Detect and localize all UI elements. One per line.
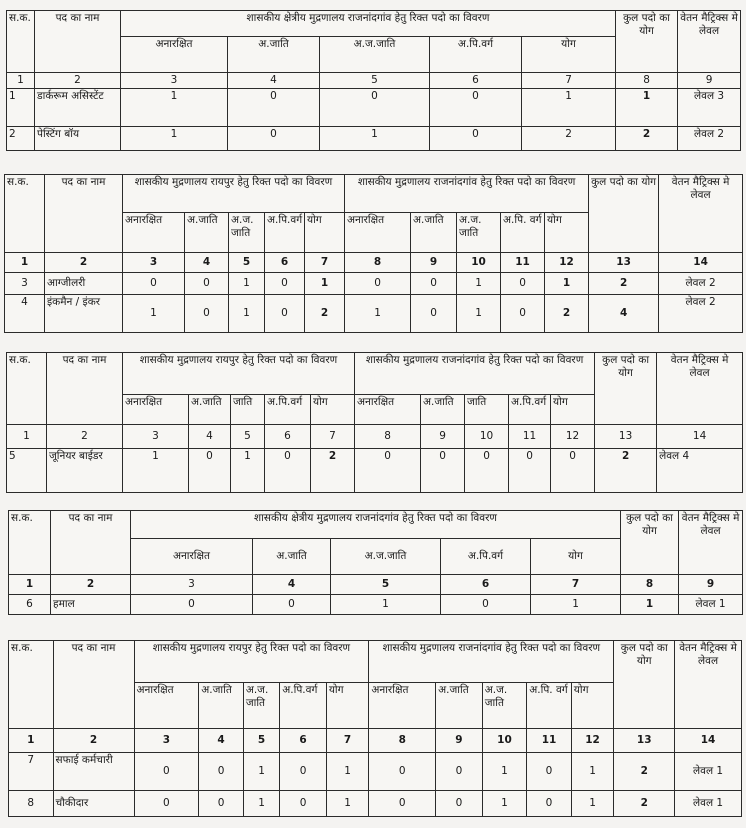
cell-total: 2 — [589, 273, 659, 295]
cell-raipur-st: 1 — [243, 791, 279, 817]
header-sum: योग — [571, 683, 614, 729]
header-pay-level: वेतन मैट्रिक्स मे लेवल — [678, 11, 741, 73]
row-sno: 1 — [7, 89, 35, 127]
col-num: 10 — [457, 253, 501, 273]
col-num: 10 — [482, 729, 527, 753]
table-row — [7, 449, 743, 493]
cell-total: 2 — [614, 753, 675, 791]
cell-rajnandgaon-unreserved: 0 — [369, 791, 436, 817]
col-num: 6 — [441, 575, 531, 595]
cell-sum: 2 — [522, 127, 616, 151]
cell-rajnandgaon-sc: 0 — [436, 791, 483, 817]
col-num: 13 — [595, 425, 657, 449]
header-unreserved: अनारक्षित — [121, 37, 228, 73]
header-raipur: शासकीय मुद्रणालय रायपुर हेतु रिक्त पदो का विवरण — [134, 641, 369, 683]
header-total: कुल पदो का योग — [595, 353, 657, 425]
header-rajnandgaon-regional: शासकीय क्षेत्रीय मुद्रणालय राजनांदगांव हेतु रिक्त पदो का विवरण — [131, 511, 621, 539]
header-total: कुल पदो का योग — [621, 511, 679, 575]
col-num: 7 — [311, 425, 355, 449]
cell-rajnandgaon-obc: 0 — [501, 295, 545, 333]
cell-obc: 0 — [430, 89, 522, 127]
cell-rajnandgaon-st: 0 — [465, 449, 509, 493]
col-num: 8 — [369, 729, 436, 753]
header-pay-level: वेतन मैट्रिक्स मे लेवल — [657, 353, 743, 425]
cell-rajnandgaon-sc: 0 — [436, 753, 483, 791]
col-num: 1 — [9, 729, 54, 753]
header-st: जाति — [465, 395, 509, 425]
cell-raipur-unreserved: 0 — [134, 753, 199, 791]
header-rajnandgaon: शासकीय मुद्रणालय राजनांदगांव हेतु रिक्त पदो का विवरण — [355, 353, 595, 395]
col-num: 8 — [616, 73, 678, 89]
cell-rajnandgaon-sum: 1 — [571, 753, 614, 791]
row-post-name: पेस्टिंग बॉय — [35, 127, 121, 151]
header-obc: अ.पि.वर्ग — [441, 539, 531, 575]
header-post-name: पद का नाम — [51, 511, 131, 575]
header-sum: योग — [551, 395, 595, 425]
col-num: 11 — [527, 729, 572, 753]
header-pay-level: वेतन मैट्रिक्स मे लेवल — [675, 641, 742, 729]
cell-pay-level: लेवल 2 — [678, 127, 741, 151]
row-post-name: इंकमैन / इंकर — [45, 295, 123, 333]
header-sc: अ.जाति — [199, 683, 244, 729]
header-rajnandgaon: शासकीय मुद्रणालय राजनांदगांव हेतु रिक्त पदो का विवरण — [369, 641, 614, 683]
col-num: 9 — [411, 253, 457, 273]
col-num: 1 — [9, 575, 51, 595]
cell-raipur-sum: 2 — [305, 295, 345, 333]
header-raipur: शासकीय मुद्रणालय रायपुर हेतु रिक्त पदो का विवरण — [123, 353, 355, 395]
cell-raipur-st: 1 — [229, 273, 265, 295]
header-sc: अ.जाति — [228, 37, 320, 73]
cell-raipur-st: 1 — [229, 295, 265, 333]
row-post-name: जूनियर बाईडर — [47, 449, 123, 493]
header-rajnandgaon-regional: शासकीय क्षेत्रीय मुद्रणालय राजनांदगांव हेतु रिक्त पदो का विवरण — [121, 11, 616, 37]
cell-unreserved: 1 — [121, 127, 228, 151]
cell-rajnandgaon-obc: 0 — [509, 449, 551, 493]
header-sc: अ.जाति — [253, 539, 331, 575]
cell-total: 1 — [621, 595, 679, 615]
cell-raipur-st: 1 — [243, 753, 279, 791]
col-num: 5 — [320, 73, 430, 89]
cell-total: 2 — [595, 449, 657, 493]
header-unreserved: अनारक्षित — [123, 213, 185, 253]
col-num: 14 — [657, 425, 743, 449]
header-post-name: पद का नाम — [47, 353, 123, 425]
header-st: अ.ज.जाति — [320, 37, 430, 73]
cell-sc: 0 — [228, 89, 320, 127]
col-num: 9 — [679, 575, 743, 595]
cell-raipur-st: 1 — [231, 449, 265, 493]
col-num: 13 — [614, 729, 675, 753]
cell-total: 4 — [589, 295, 659, 333]
header-rajnandgaon: शासकीय मुद्रणालय राजनांदगांव हेतु रिक्त पदो का विवरण — [345, 175, 589, 213]
table-row — [5, 273, 743, 295]
col-num: 7 — [305, 253, 345, 273]
header-sum: योग — [311, 395, 355, 425]
header-total: कुल पदो का योग — [614, 641, 675, 729]
cell-rajnandgaon-obc: 0 — [501, 273, 545, 295]
cell-obc: 0 — [430, 127, 522, 151]
col-num: 3 — [131, 575, 253, 595]
cell-rajnandgaon-sc: 0 — [411, 295, 457, 333]
cell-raipur-unreserved: 0 — [134, 791, 199, 817]
cell-raipur-sum: 1 — [326, 753, 369, 791]
col-num: 12 — [551, 425, 595, 449]
vacancy-table-2 — [4, 174, 743, 333]
column-number-row — [7, 73, 741, 89]
cell-raipur-obc: 0 — [265, 295, 305, 333]
header-unreserved: अनारक्षित — [345, 213, 411, 253]
header-total: कुल पदो का योग — [616, 11, 678, 73]
col-num: 2 — [45, 253, 123, 273]
cell-raipur-sc: 0 — [185, 273, 229, 295]
row-sno: 2 — [7, 127, 35, 151]
col-num: 2 — [51, 575, 131, 595]
header-sc: अ.जाति — [189, 395, 231, 425]
cell-rajnandgaon-unreserved: 1 — [345, 295, 411, 333]
col-num: 11 — [501, 253, 545, 273]
cell-rajnandgaon-st: 1 — [482, 791, 527, 817]
cell-rajnandgaon-st: 1 — [457, 295, 501, 333]
cell-rajnandgaon-sc: 0 — [411, 273, 457, 295]
cell-raipur-sum: 1 — [305, 273, 345, 295]
cell-pay-level: लेवल 1 — [675, 753, 742, 791]
cell-raipur-sum: 2 — [311, 449, 355, 493]
col-num: 7 — [531, 575, 621, 595]
header-obc: अ.पि.वर्ग — [509, 395, 551, 425]
col-num: 2 — [53, 729, 134, 753]
header-obc: अ.पि.वर्ग — [265, 395, 311, 425]
header-st: अ.ज. जाति — [243, 683, 279, 729]
header-obc: अ.पि.वर्ग — [430, 37, 522, 73]
col-num: 2 — [35, 73, 121, 89]
col-num: 14 — [675, 729, 742, 753]
cell-raipur-unreserved: 1 — [123, 295, 185, 333]
col-num: 4 — [189, 425, 231, 449]
header-st: जाति — [231, 395, 265, 425]
cell-rajnandgaon-sc: 0 — [421, 449, 465, 493]
header-sno: स.क. — [9, 511, 51, 575]
header-obc: अ.पि.वर्ग — [280, 683, 327, 729]
col-num: 3 — [123, 425, 189, 449]
col-num: 11 — [509, 425, 551, 449]
header-unreserved: अनारक्षित — [355, 395, 421, 425]
col-num: 4 — [185, 253, 229, 273]
table-row — [7, 127, 741, 151]
table-row — [9, 753, 742, 791]
col-num: 9 — [678, 73, 741, 89]
cell-total: 2 — [614, 791, 675, 817]
col-num: 1 — [5, 253, 45, 273]
row-post-name: सफाई कर्मचारी — [53, 753, 134, 791]
row-sno: 4 — [5, 295, 45, 333]
column-number-row — [9, 729, 742, 753]
col-num: 8 — [345, 253, 411, 273]
col-num: 10 — [465, 425, 509, 449]
cell-sc: 0 — [253, 595, 331, 615]
header-sum: योग — [326, 683, 369, 729]
header-obc: अ.पि.वर्ग — [265, 213, 305, 253]
col-num: 12 — [545, 253, 589, 273]
col-num: 1 — [7, 73, 35, 89]
cell-sc: 0 — [228, 127, 320, 151]
cell-rajnandgaon-st: 1 — [482, 753, 527, 791]
header-raipur: शासकीय मुद्रणालय रायपुर हेतु रिक्त पदो का विवरण — [123, 175, 345, 213]
header-sum: योग — [522, 37, 616, 73]
header-st: अ.ज. जाति — [229, 213, 265, 253]
table-row — [9, 595, 743, 615]
table-row — [7, 89, 741, 127]
header-obc: अ.पि. वर्ग — [501, 213, 545, 253]
header-unreserved: अनारक्षित — [134, 683, 199, 729]
cell-total: 2 — [616, 127, 678, 151]
header-post-name: पद का नाम — [45, 175, 123, 253]
cell-pay-level: लेवल 4 — [657, 449, 743, 493]
cell-rajnandgaon-unreserved: 0 — [369, 753, 436, 791]
cell-rajnandgaon-obc: 0 — [527, 791, 572, 817]
cell-rajnandgaon-sum: 1 — [571, 791, 614, 817]
column-number-row — [9, 575, 743, 595]
row-post-name: चौकीदार — [53, 791, 134, 817]
col-num: 7 — [522, 73, 616, 89]
header-sc: अ.जाति — [436, 683, 483, 729]
table-row — [9, 791, 742, 817]
cell-raipur-unreserved: 0 — [123, 273, 185, 295]
col-num: 6 — [280, 729, 327, 753]
cell-unreserved: 0 — [131, 595, 253, 615]
col-num: 5 — [243, 729, 279, 753]
header-total: कुल पदो का योग — [589, 175, 659, 253]
col-num: 6 — [265, 425, 311, 449]
cell-pay-level: लेवल 3 — [678, 89, 741, 127]
cell-pay-level: लेवल 2 — [659, 295, 743, 333]
cell-rajnandgaon-unreserved: 0 — [355, 449, 421, 493]
cell-pay-level: लेवल 1 — [675, 791, 742, 817]
row-sno: 3 — [5, 273, 45, 295]
col-num: 8 — [355, 425, 421, 449]
col-num: 3 — [121, 73, 228, 89]
cell-rajnandgaon-sum: 0 — [551, 449, 595, 493]
row-post-name: हमाल — [51, 595, 131, 615]
header-unreserved: अनारक्षित — [131, 539, 253, 575]
cell-rajnandgaon-st: 1 — [457, 273, 501, 295]
col-num: 12 — [571, 729, 614, 753]
header-unreserved: अनारक्षित — [123, 395, 189, 425]
header-obc: अ.पि. वर्ग — [527, 683, 572, 729]
cell-sum: 1 — [531, 595, 621, 615]
cell-raipur-sc: 0 — [199, 791, 244, 817]
header-sum: योग — [305, 213, 345, 253]
header-sno: स.क. — [5, 175, 45, 253]
cell-sum: 1 — [522, 89, 616, 127]
header-sno: स.क. — [7, 11, 35, 73]
column-number-row — [7, 425, 743, 449]
header-post-name: पद का नाम — [53, 641, 134, 729]
cell-st: 1 — [320, 127, 430, 151]
header-sum: योग — [531, 539, 621, 575]
col-num: 8 — [621, 575, 679, 595]
column-number-row — [5, 253, 743, 273]
header-pay-level: वेतन मैट्रिक्स मे लेवल — [679, 511, 743, 575]
cell-raipur-sc: 0 — [185, 295, 229, 333]
cell-raipur-obc: 0 — [280, 753, 327, 791]
cell-raipur-obc: 0 — [280, 791, 327, 817]
col-num: 5 — [229, 253, 265, 273]
cell-rajnandgaon-obc: 0 — [527, 753, 572, 791]
row-sno: 8 — [9, 791, 54, 817]
vacancy-table-4 — [8, 510, 743, 615]
col-num: 9 — [421, 425, 465, 449]
cell-rajnandgaon-sum: 1 — [545, 273, 589, 295]
cell-pay-level: लेवल 2 — [659, 273, 743, 295]
header-unreserved: अनारक्षित — [369, 683, 436, 729]
header-sno: स.क. — [9, 641, 54, 729]
row-sno: 6 — [9, 595, 51, 615]
row-post-name: आग्जीलरी — [45, 273, 123, 295]
col-num: 9 — [436, 729, 483, 753]
row-sno: 5 — [7, 449, 47, 493]
cell-st: 0 — [320, 89, 430, 127]
cell-total: 1 — [616, 89, 678, 127]
cell-rajnandgaon-sum: 2 — [545, 295, 589, 333]
cell-obc: 0 — [441, 595, 531, 615]
cell-raipur-obc: 0 — [265, 273, 305, 295]
col-num: 4 — [199, 729, 244, 753]
header-pay-level: वेतन मैट्रिक्स मे लेवल — [659, 175, 743, 253]
col-num: 4 — [253, 575, 331, 595]
cell-rajnandgaon-unreserved: 0 — [345, 273, 411, 295]
header-sno: स.क. — [7, 353, 47, 425]
header-st: अ.ज. जाति — [457, 213, 501, 253]
col-num: 14 — [659, 253, 743, 273]
col-num: 6 — [430, 73, 522, 89]
col-num: 4 — [228, 73, 320, 89]
cell-raipur-obc: 0 — [265, 449, 311, 493]
header-sc: अ.जाति — [421, 395, 465, 425]
vacancy-table-1 — [6, 10, 741, 151]
header-sc: अ.जाति — [411, 213, 457, 253]
col-num: 7 — [326, 729, 369, 753]
col-num: 5 — [331, 575, 441, 595]
vacancy-table-5 — [8, 640, 742, 817]
vacancy-table-3 — [6, 352, 743, 493]
cell-st: 1 — [331, 595, 441, 615]
col-num: 13 — [589, 253, 659, 273]
cell-pay-level: लेवल 1 — [679, 595, 743, 615]
col-num: 3 — [123, 253, 185, 273]
header-st: अ.ज.जाति — [331, 539, 441, 575]
cell-unreserved: 1 — [121, 89, 228, 127]
header-post-name: पद का नाम — [35, 11, 121, 73]
cell-raipur-sc: 0 — [189, 449, 231, 493]
col-num: 2 — [47, 425, 123, 449]
header-sc: अ.जाति — [185, 213, 229, 253]
header-sum: योग — [545, 213, 589, 253]
header-st: अ.ज. जाति — [482, 683, 527, 729]
row-post-name: डार्करूम असिस्टेंट — [35, 89, 121, 127]
row-sno: 7 — [9, 753, 54, 791]
col-num: 1 — [7, 425, 47, 449]
cell-raipur-unreserved: 1 — [123, 449, 189, 493]
cell-raipur-sc: 0 — [199, 753, 244, 791]
col-num: 6 — [265, 253, 305, 273]
table-row — [5, 295, 743, 333]
col-num: 5 — [231, 425, 265, 449]
cell-raipur-sum: 1 — [326, 791, 369, 817]
col-num: 3 — [134, 729, 199, 753]
